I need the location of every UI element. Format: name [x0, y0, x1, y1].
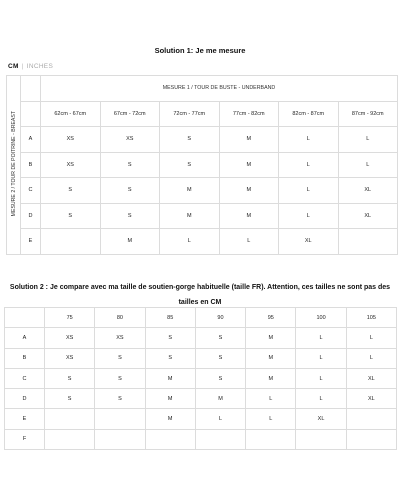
size-cell: L [338, 127, 398, 153]
size-cell: S [45, 368, 95, 388]
table-row [5, 389, 397, 409]
size-cell: XL [338, 203, 398, 229]
size-cell [246, 429, 296, 449]
size-cell [195, 429, 245, 449]
size-cell: L [160, 229, 220, 255]
empty-corner-cell [21, 76, 41, 102]
size-cell [45, 409, 95, 429]
size-cell: L [279, 178, 339, 204]
size-cell [45, 429, 95, 449]
table-header-row [5, 308, 397, 328]
row-header: E [21, 229, 41, 255]
size-cell: L [346, 328, 396, 348]
size-cell: M [195, 389, 245, 409]
size-cell: S [41, 203, 101, 229]
solution-1-title: Solution 1: Je me mesure [154, 46, 246, 55]
size-cell: M [160, 178, 220, 204]
size-cell: XS [41, 127, 101, 153]
column-header: 72cm - 77cm [160, 101, 220, 127]
underband-axis-label: MESURE 1 / TOUR DE BUSTE - UNDERBAND [41, 76, 398, 102]
solution-2-title: Solution 2 : Je compare avec ma taille de soutien-gorge habituelle (taille FR). Attention, ces tailles ne sont pas des tailles en CM [9, 284, 391, 306]
size-cell [41, 229, 101, 255]
size-cell: M [145, 368, 195, 388]
row-header: F [5, 429, 45, 449]
size-cell: S [145, 348, 195, 368]
size-cell: XS [95, 328, 145, 348]
size-cell: L [279, 127, 339, 153]
size-cell: M [145, 409, 195, 429]
size-cell [95, 409, 145, 429]
size-cell: S [100, 203, 160, 229]
size-cell: L [296, 389, 346, 409]
table-row [7, 178, 398, 204]
size-table-bra-size [4, 307, 397, 450]
column-header: 95 [246, 308, 296, 328]
size-cell [346, 429, 396, 449]
size-cell: XS [100, 127, 160, 153]
row-header: E [5, 409, 45, 429]
row-header: C [5, 368, 45, 388]
size-cell: L [296, 348, 346, 368]
size-cell: S [95, 368, 145, 388]
size-cell: L [219, 229, 279, 255]
row-header: B [5, 348, 45, 368]
size-cell: XS [45, 348, 95, 368]
row-header: D [5, 389, 45, 409]
unit-cm-button[interactable]: CM [8, 63, 19, 70]
column-header: 80 [95, 308, 145, 328]
column-header: 77cm - 82cm [219, 101, 279, 127]
empty-corner-cell [21, 101, 41, 127]
column-header: 90 [195, 308, 245, 328]
table-row [7, 152, 398, 178]
size-cell: S [160, 127, 220, 153]
size-cell: XL [338, 178, 398, 204]
size-cell: S [145, 328, 195, 348]
size-cell: L [338, 152, 398, 178]
table-row [5, 409, 397, 429]
size-cell [346, 409, 396, 429]
column-header: 105 [346, 308, 396, 328]
size-cell: M [100, 229, 160, 255]
size-cell: S [41, 178, 101, 204]
column-header: 100 [296, 308, 346, 328]
table-row [7, 229, 398, 255]
unit-inches-button[interactable]: INCHES [26, 63, 54, 70]
breast-axis-label: MESURE 2 / TOUR DE POITRINE - BREAST [10, 111, 17, 217]
size-cell: S [95, 348, 145, 368]
size-cell: XL [346, 389, 396, 409]
column-header: 67cm - 72cm [100, 101, 160, 127]
size-cell: M [219, 203, 279, 229]
size-cell [145, 429, 195, 449]
size-cell: M [246, 348, 296, 368]
size-cell: M [219, 178, 279, 204]
column-header: 75 [45, 308, 95, 328]
size-cell: L [246, 389, 296, 409]
size-cell [95, 429, 145, 449]
size-cell: S [195, 368, 245, 388]
size-cell: L [195, 409, 245, 429]
size-cell: M [219, 127, 279, 153]
size-cell: S [160, 152, 220, 178]
table-row [7, 203, 398, 229]
size-cell: L [296, 368, 346, 388]
size-cell: L [296, 328, 346, 348]
unit-separator: | [21, 63, 24, 70]
size-cell: S [100, 152, 160, 178]
size-cell: L [279, 203, 339, 229]
table-row [5, 328, 397, 348]
row-header: C [21, 178, 41, 204]
empty-corner-cell [5, 308, 45, 328]
table-row [5, 429, 397, 449]
size-cell: L [279, 152, 339, 178]
size-cell: M [246, 368, 296, 388]
column-header: 87cm - 92cm [338, 101, 398, 127]
size-cell: S [45, 389, 95, 409]
table-header-row [7, 76, 398, 102]
size-cell: L [346, 348, 396, 368]
size-cell: S [100, 178, 160, 204]
size-cell: XL [346, 368, 396, 388]
column-header: 62cm - 67cm [41, 101, 101, 127]
table-row [5, 368, 397, 388]
table-row [7, 127, 398, 153]
size-cell: XL [279, 229, 339, 255]
table-header-row [7, 101, 398, 127]
row-header: A [21, 127, 41, 153]
size-cell: M [145, 389, 195, 409]
size-cell: M [160, 203, 220, 229]
breast-axis-label-cell [7, 76, 21, 255]
size-cell: XS [45, 328, 95, 348]
size-cell: S [195, 328, 245, 348]
size-cell: XL [296, 409, 346, 429]
size-cell [338, 229, 398, 255]
size-cell: M [246, 328, 296, 348]
column-header: 82cm - 87cm [279, 101, 339, 127]
unit-switcher [8, 63, 53, 70]
row-header: D [21, 203, 41, 229]
size-cell: XS [41, 152, 101, 178]
size-cell: L [246, 409, 296, 429]
size-cell [296, 429, 346, 449]
size-cell: S [95, 389, 145, 409]
row-header: B [21, 152, 41, 178]
column-header: 85 [145, 308, 195, 328]
row-header: A [5, 328, 45, 348]
table-row [5, 348, 397, 368]
size-cell: M [219, 152, 279, 178]
size-table-measure [6, 75, 398, 255]
size-cell: S [195, 348, 245, 368]
